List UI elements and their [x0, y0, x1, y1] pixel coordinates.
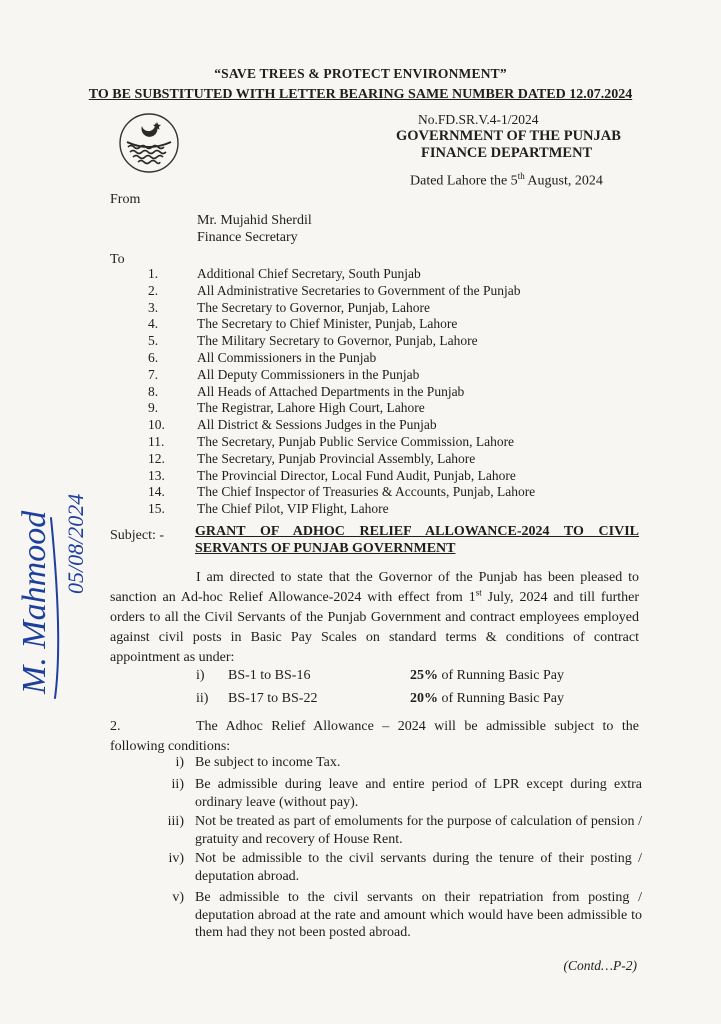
sender-name: Mr. Mujahid Sherdil: [197, 213, 312, 228]
addressee-item: 6. All Commissioners in the Punjab: [148, 349, 377, 365]
to-label: To: [110, 252, 125, 267]
substitution-note: TO BE SUBSTITUTED WITH LETTER BEARING SAME NUMBER DATED 12.07.2024: [88, 87, 633, 102]
sender-designation: Finance Secretary: [197, 230, 298, 245]
paragraph-1: I am directed to state that the Governor of the Punjab has been pleased to sanction an Ad-hoc Relief Allowance-2024 with effect from 1st July, 2024 and till further orders to all the Civil Servants of the Punjab Government and contract employees employed against civil posts in Basic Pay Scales on standard terms & conditions of contract appointment as under:: [110, 570, 639, 665]
addressee-item: 5. The Military Secretary to Governor, Punjab, Lahore: [148, 333, 478, 349]
motto-line: “SAVE TREES & PROTECT ENVIRONMENT”: [214, 66, 507, 81]
addressee-item: 7. All Deputy Commissioners in the Punjab: [148, 366, 420, 382]
paragraph-2: The Adhoc Relief Allowance – 2024 will be admissible subject to the following conditions:: [110, 719, 639, 754]
addressee-item: 9. The Registrar, Lahore High Court, Lahore: [148, 400, 425, 416]
addressee-item: 12. The Secretary, Punjab Provincial Assembly, Lahore: [148, 450, 476, 466]
addressee-item: 4. The Secretary to Chief Minister, Punjab, Lahore: [148, 316, 458, 332]
paragraph-2-number: 2.: [110, 719, 121, 734]
addressee-list: [140, 266, 660, 518]
letter-date: Dated Lahore the 5th August, 2024: [410, 171, 603, 189]
government-name: GOVERNMENT OF THE PUNJAB: [396, 128, 621, 144]
addressee-item: 8. All Heads of Attached Departments in the Punjab: [148, 383, 465, 399]
addressee-item: 10. All District & Sessions Judges in the Punjab: [148, 417, 437, 433]
signature-name-script: M. Mahmood: [16, 510, 53, 694]
addressee-item: 13. The Provincial Director, Local Fund Audit, Punjab, Lahore: [148, 467, 516, 483]
from-label: From: [110, 192, 141, 207]
subject-line: GRANT OF ADHOC RELIEF ALLOWANCE-2024 TO CIVIL SERVANTS OF PUNJAB GOVERNMENT: [195, 524, 639, 556]
letter-page: “SAVE TREES & PROTECT ENVIRONMENT” TO BE SUBSTITUTED WITH LETTER BEARING SAME NUMBER DATED 12.07.2024 No.FD.SR.V.4-1/2024 GOVERNMENT OF THE PUNJAB FINANCE DEPARTMENT Dated Lahore the 5th August, 2024 From Mr. Mujahid Sherdil Finance Secretary To 1. Additional Chief Secretary, South Punjab 2. All Administrative Secretaries to Government of the Punjab 3. The Secretary to Governor, Punjab, Lahore 4. The Secretary to Chief Minister, Punjab, Lahore 5. The Military Secretary to Governor, Punjab, Lahore 6. All Commissioners in the Punjab 7. All Deputy Commissioners in the Punjab 8. All Heads of Attached Departments in the Punjab 9. The Registrar, Lahore High Court, Lahore 10. All District & Sessions Judges in the Punjab 11. The Secretary, Punjab Public Service Commission, Lahore 12. The Secretary, Punjab Provincial Assembly, Lahore 13. The Provincial Director, Local Fund Audit, Punjab, Lahore 14. The Chief Inspector of Treasuries & Accounts, Punjab, Lahore 15. The Chief Pilot, VIP Flight, Lahore Subject: - GRANT OF ADHOC RELIEF ALLOWANCE-2024 TO CIVIL SERVANTS OF PUNJAB GOVERNMENT I am directed to state that the Governor of the Punjab has been pleased to sanction an Ad-hoc Relief Allowance-2024 with effect from 1st July, 2024 and till further orders to all the Civil Servants of the Punjab Government and contract employees employed against civil posts in Basic Pay Scales on standard terms & conditions of contract appointment as under: i) BS-1 to BS-16 25% of Running Basic Pay ii) BS-17 to BS-22 20% of Running Basic Pay 2. The Adhoc Relief Allowance – 2024 will be admissible subject to the following conditions: i) Be subject to income Tax. ii) Be admissible during leave and entire period of LPR except during extra ordinary leave (without pay). iii) Not be treated as part of emoluments for the purpose of calculation of pension / gratuity and recovery of House Rent. iv) Not be admissible to the civil servants during the tenure of their posting / deputation abroad. v) Be admissible to the civil servants on their repatriation from posting / deputation abroad at the rate and amount which would have been admissible to them had they not been posted abroad. (Contd…P-2) M. Mahmood 05/08/2024: [0, 0, 721, 1024]
addressee-item: 2. All Administrative Secretaries to Government of the Punjab: [148, 282, 521, 298]
addressee-item: 1. Additional Chief Secretary, South Punjab: [148, 266, 421, 281]
addressee-item: 15. The Chief Pilot, VIP Flight, Lahore: [148, 501, 389, 517]
signature-date-script: 05/08/2024: [63, 493, 88, 594]
punjab-government-seal-logo: [118, 112, 180, 174]
addressee-item: 14. The Chief Inspector of Treasuries & Accounts, Punjab, Lahore: [148, 484, 536, 500]
letter-number: No.FD.SR.V.4-1/2024: [418, 112, 539, 127]
subject-label: Subject: -: [110, 528, 165, 543]
department-name: FINANCE DEPARTMENT: [421, 145, 593, 161]
addressee-item: 11. The Secretary, Punjab Public Service Commission, Lahore: [148, 433, 515, 449]
handwritten-signature: [16, 455, 117, 720]
continued-note: (Contd…P-2): [563, 958, 637, 973]
addressee-item: 3. The Secretary to Governor, Punjab, Lahore: [148, 299, 431, 315]
